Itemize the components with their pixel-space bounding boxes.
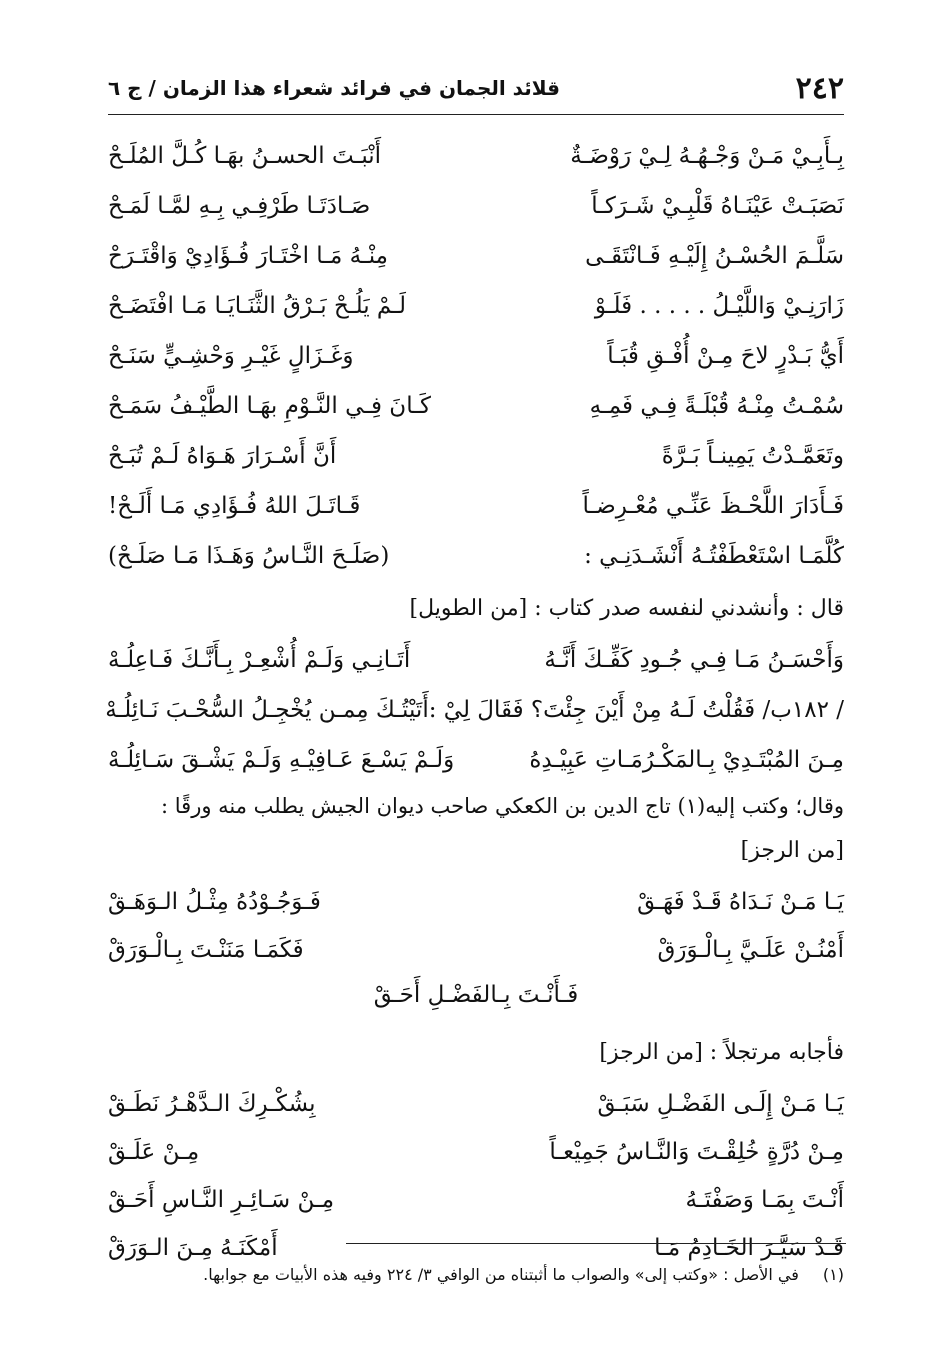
second-hemistich: مِـنْ سَـائِـرِ النَّـاسِ أَحَـقْ [108, 1186, 335, 1213]
first-hemistich: نَصَبَـتْ عَيْنَـاهُ قَلْبِـيْ شَـرَكـاً [591, 192, 844, 219]
first-hemistich: أَنْـتَ بِمَـا وَصَفْتَـهُ [685, 1186, 844, 1213]
second-hemistich: كَـانَ فِـي النَّـوْمِ بهَـا الطَّيْـفُ سَمَـحْ [108, 392, 431, 419]
verse-line [105, 686, 844, 734]
second-hemistich: أَنَّ أَسْـرَارَ هَـوَاهُ لَـمْ تُبَـحْ [108, 442, 337, 469]
second-hemistich: قَـاتَـلَ اللهُ فُـؤَادِي مَـا أَلَـحْ! [108, 492, 361, 519]
second-hemistich: فَـوَجُـوْدُهُ مِثْـلُ الـوَهَـقْ [108, 888, 321, 915]
verse-line [108, 1128, 844, 1176]
second-hemistich: وَلَـمْ يَسْـعَ عَـافِيْـهِ وَلَـمْ يَشْـقَ سَـائِلُـهْ [108, 746, 455, 773]
second-hemistich: وَغَـزَالٍ غَيْـرِ وَحْشِـيٍّ سَنَـحْ [108, 342, 354, 369]
second-hemistich: أَنْبَـتَ الحسـنُ بهَـا كُـلَّ المُلَـحْ [108, 142, 382, 169]
running-title: قلائد الجمان في فرائد شعراء هذا الزمان / ج ٦ [108, 76, 561, 100]
first-hemistich: وَأَحْسَـنُ مَـا فِـي جُـودِ كَفِّـكَ أَنَّـهُ [544, 646, 844, 673]
first-hemistich: سُمْـتُ مِنْـهُ قُبْلَـةً فِـي فَمِـهِ [589, 392, 844, 419]
verse-line [108, 736, 844, 784]
second-hemistich: مِـنْ عَلَـقْ [108, 1138, 200, 1165]
verse-line [108, 482, 844, 530]
verse-line [108, 1176, 844, 1224]
verse-line [108, 382, 844, 430]
page-number: ٢٤٢ [795, 70, 844, 106]
first-hemistich: / ١٨٢ب/ فَقُلْتُ لَـهُ مِنْ أَيْنَ جِئْتَ؟ فَقَالَ لِيْ : [428, 696, 844, 723]
footnote-divider [346, 1243, 846, 1244]
prose-line: فأجابه مرتجلاً : [من الرجز] [599, 1040, 844, 1065]
prose-line: قال : وأنشدني لنفسه صدر كتاب : [من الطويل] [409, 596, 844, 621]
first-hemistich: قَـدْ سَيَّـرَ الخَـادِمُ مَـا [654, 1234, 844, 1261]
first-hemistich: سَلَّـمَ الحُسْـنُ إِلَيْـهِ فَـانْتَقَـى [585, 242, 844, 269]
meter-label: [من الرجز] [740, 838, 844, 863]
first-hemistich: بِـأَبِـيْ مَـنْ وَجْـهُـهُ لِـيْ رَوْضَـةٌ [570, 142, 844, 169]
verse-line [108, 232, 844, 280]
page-header [108, 62, 844, 115]
first-hemistich: أَمْنُـنْ عَلَـيَّ بِـالْـوَرَقْ [657, 936, 844, 963]
footnote-mark: (١) [822, 1265, 844, 1284]
second-hemistich: صَـادَتَـا طَرْفِـي بِـهِ لمَّـا لَمَـحْ [108, 192, 371, 219]
single-verse: فَـأَنْـتَ بِـالفَضْـلِ أَحَـقْ [373, 982, 579, 1008]
verse-line [108, 636, 844, 684]
first-hemistich: يَـا مَـنْ نَـدَاهُ قَـدْ فَهَـقْ [637, 888, 844, 915]
second-hemistich: بِشُكْـرِكَ الـدَّهْـرُ نَطَـقْ [108, 1090, 316, 1117]
second-hemistich: مِنْـهُ مَـا اخْتَـارَ فُـؤَادِيْ وَاقْتَـرَحْ [108, 242, 388, 269]
second-hemistich: لَـمْ يَلُـحْ بَـرْقُ الثَّنَـايَـا مَـا افْتَضَـحْ [108, 292, 406, 319]
prose-line: وقال؛ وكتب إليه(١) تاج الدين بن الكعكي صاحب ديوان الجيش يطلب منه ورقًا : [161, 794, 844, 818]
first-hemistich: وتَعَمَّـدْتُ يَمِينـاً بَـرَّةً [661, 442, 844, 469]
second-hemistich: أَتَيْتُـكَ مِمـن يُخْجِـلُ السُّحْـبَ نَـائِلُـهْ [105, 696, 429, 723]
verse-line [108, 182, 844, 230]
second-hemistich: أَمْكَنَـهُ مِـنَ الـوَرَقْ [108, 1234, 278, 1261]
verse-line [108, 132, 844, 180]
verse-line [108, 432, 844, 480]
first-hemistich: أَيُّ بَـدْرٍ لاحَ مِـنْ أُفْـقِ قُبَـاً [607, 342, 844, 369]
footnote [200, 1265, 844, 1284]
verse-line [108, 332, 844, 380]
first-hemistich: مِـنَ المُبْتَـدِيْ بِـالمَكْـرُمَـاتِ عَبِيْـدِهُ [529, 746, 844, 773]
second-hemistich: أَتَـانِـي وَلَـمْ أُشْعِـرْ بِـأَنَّـكَ فَـاعِلُـهْ [108, 646, 411, 673]
verse-line [108, 1080, 844, 1128]
first-hemistich: يَـا مَـنْ إِلَـى الفَضْـلِ سَبَـقْ [597, 1090, 844, 1117]
second-hemistich: فَكَمَـا مَنَنْـتَ بِـالْـوَرَقْ [108, 936, 304, 963]
verse-line [108, 532, 844, 580]
verse-line [108, 282, 844, 330]
verse-line [108, 926, 844, 974]
first-hemistich: كُلَّمَـا اسْتَعْطَفْتُـهُ أَنْشَـدَنِـي : [584, 542, 844, 569]
first-hemistich: فَـأَدَارَ اللَّحْـظَ عَنِّـي مُعْـرِضـاً [582, 492, 844, 519]
first-hemistich: مِـنْ دُرَّةٍ خُلِقْـتَ وَالنَّـاسُ جَمِيْعـاً [549, 1138, 844, 1165]
verse-line [108, 878, 844, 926]
first-hemistich: زَارَنِـيْ وَاللَّيْـلُ . . . . . فَلَـوْ [594, 292, 844, 319]
footnote-text: في الأصل : «وكتب إلى» والصواب ما أثبتناه من الوافي ٣/ ٢٢٤ وفيه هذه الأبيات مع جوابها. [203, 1265, 799, 1284]
second-hemistich: (صَلَـحَ النَّـاسُ وَهَـذَا مَـا صَلَـحْ) [108, 542, 390, 569]
